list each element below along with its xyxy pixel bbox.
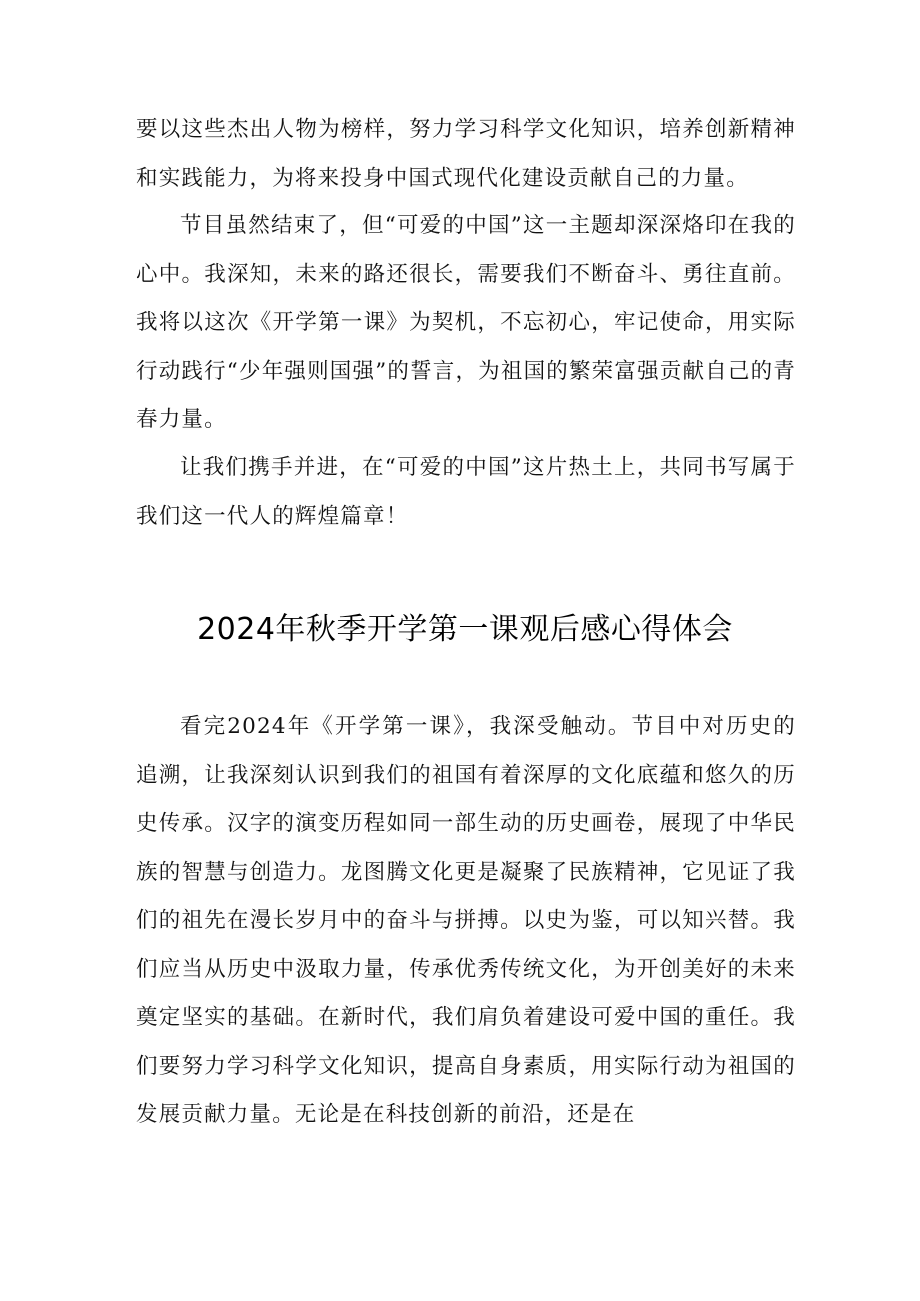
paragraph-program-ended: 节目虽然结束了，但“可爱的中国”这一主题却深深烙印在我的心中。我深知，未来的路还很长，需要我们不断奋斗、勇往直前。我将以这次《开学第一课》为契机，不忘初心，牢记使命，用实际行动践行“少年强则国强”的誓言，为祖国的繁荣富强贡献自己的青春力量。 bbox=[136, 213, 796, 432]
essay-title: 2024年秋季开学第一课观后感心得体会 bbox=[197, 612, 733, 647]
paragraph-closing: 让我们携手并进，在“可爱的中国”这片热土上，共同书写属于我们这一代人的辉煌篇章！ bbox=[136, 455, 796, 529]
paragraph-continued: 要以这些杰出人物为榜样，努力学习科学文化知识，培养创新精神和实践能力，为将来投身中国式现代化建设贡献自己的力量。 bbox=[136, 117, 796, 191]
paragraph-essay-body: 看完2024年《开学第一课》，我深受触动。节目中对历史的追溯，让我深刻认识到我们的祖国有着深厚的文化底蕴和悠久的历史传承。汉字的演变历程如同一部生动的历史画卷，展现了中华民族的智慧与创造力。龙图腾文化更是凝聚了民族精神，它见证了我们的祖先在漫长岁月中的奋斗与拼搏。以史为鉴，可以知兴替。我们应当从历史中汲取力量，传承优秀传统文化，为开创美好的未来奠定坚实的基础。在新时代，我们肩负着建设可爱中国的重任。我们要努力学习科学文化知识，提高自身素质，用实际行动为祖国的发展贡献力量。无论是在科技创新的前沿，还是在 bbox=[136, 714, 796, 1127]
